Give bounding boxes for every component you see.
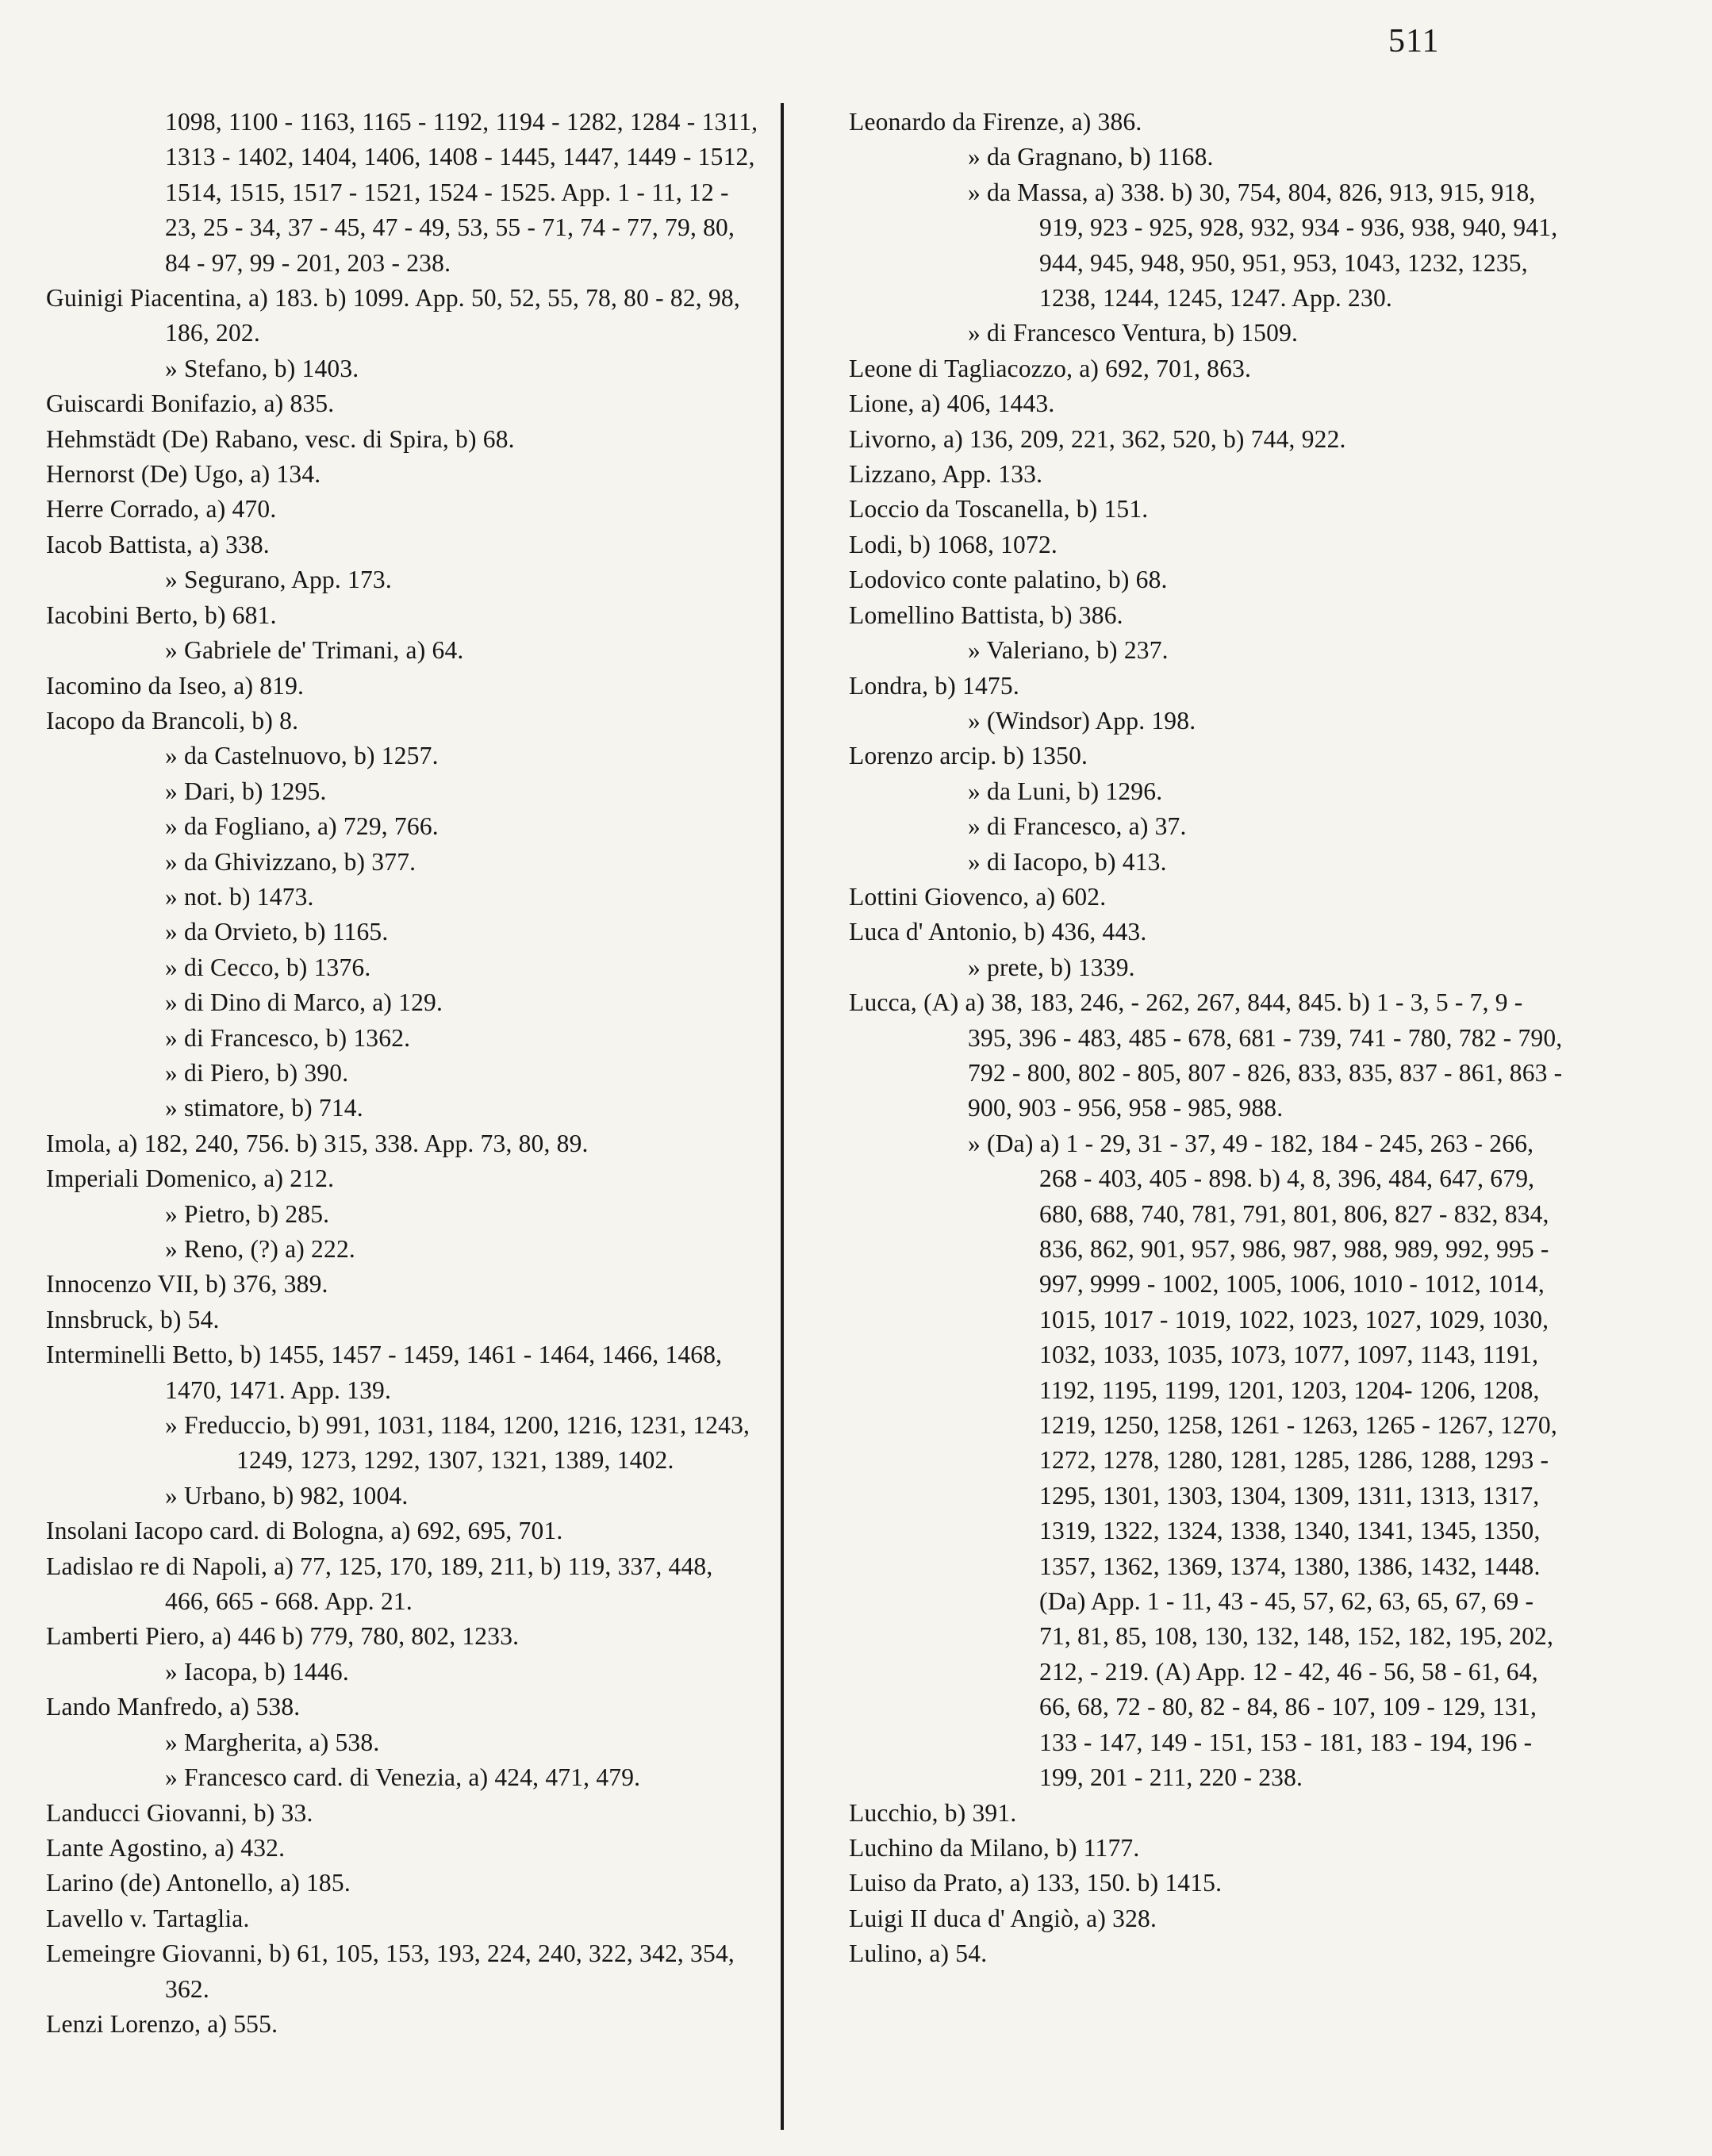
index-entry: Lottini Giovenco, a) 602.	[849, 882, 1107, 911]
index-entry: Innocenzo VII, b) 376, 389.	[46, 1270, 328, 1299]
index-entry: Herre Corrado, a) 470.	[46, 495, 277, 524]
index-entry: Lemeingre Giovanni, b) 61, 105, 153, 193, 224, 240, 322, 342, 354, 362.	[46, 1939, 735, 2003]
index-entry: » stimatore, b) 714.	[165, 1094, 363, 1122]
index-entry: » (Da) a) 1 - 29, 31 - 37, 49 - 182, 184 - 245, 263 - 266, 268 - 403, 405 - 898. b) 4, 8, 396, 484, 647, 679, 680, 688, 740, 781, 791, 801, 806, 827 - 832, 834, 836, 862, 901, 957, 986, 987, 988, 989, 992, 995 - 997, 9999 - 1002, 1005, 1006, 1010 - 1012, 1014, 1015, 1017 - 1019, 1022, 1023, 1027, 1029, 1030, 1032, 1033, 1035, 1073, 1077, 1097, 1143, 1191, 1192, 1195, 1199, 1201, 1203, 1204- 1206, 1208, 1219, 1250, 1258, 1261 - 1263, 1265 - 1267, 1270, 1272, 1278, 1280, 1281, 1285, 1286, 1288, 1293 - 1295, 1301, 1303, 1304, 1309, 1311, 1313, 1317, 1319, 1322, 1324, 1338, 1340, 1341, 1345, 1350, 1357, 1362, 1369, 1374, 1380, 1386, 1432, 1448. (Da) App. 1 - 11, 43 - 45, 57, 62, 63, 65, 67, 69 - 71, 81, 85, 108, 130, 132, 148, 152, 182, 195, 202, 212, - 219. (A) App. 12 - 42, 46 - 56, 58 - 61, 64, 66, 68, 72 - 80, 82 - 84, 86 - 107, 109 - 129, 131, 133 - 147, 149 - 151, 153 - 181, 183 - 194, 196 - 199, 201 - 211, 220 - 238.	[968, 1129, 1557, 1792]
index-entry: Lizzano, App. 133.	[849, 460, 1043, 489]
index-entry: Londra, b) 1475.	[849, 671, 1019, 700]
index-entry: » Gabriele de' Trimani, a) 64.	[165, 636, 464, 665]
index-entry: » di Francesco, a) 37.	[968, 812, 1187, 841]
index-entry: » di Francesco Ventura, b) 1509.	[968, 319, 1299, 347]
index-entry: » di Francesco, b) 1362.	[165, 1023, 411, 1052]
index-entry: Insolani Iacopo card. di Bologna, a) 692, 695, 701.	[46, 1517, 563, 1545]
index-entry: Iacopo da Brancoli, b) 8.	[46, 706, 299, 735]
index-entry: Lomellino Battista, b) 386.	[849, 600, 1123, 629]
index-entry: Lucca, (A) a) 38, 183, 246, - 262, 267, 844, 845. b) 1 - 3, 5 - 7, 9 - 395, 396 - 483, 485 - 678, 681 - 739, 741 - 780, 782 - 790, 792 - 800, 802 - 805, 807 - 826, 833, 835, 837 - 861, 863 - 900, 903 - 956, 958 - 985, 988.	[849, 988, 1563, 1122]
index-entry: » (Windsor) App. 198.	[968, 706, 1196, 735]
index-entry: Hehmstädt (De) Rabano, vesc. di Spira, b) 68.	[46, 424, 515, 453]
index-entry: » Stefano, b) 1403.	[165, 354, 359, 382]
index-entry: Hernorst (De) Ugo, a) 134.	[46, 460, 321, 489]
index-entry: » Reno, (?) a) 222.	[165, 1235, 355, 1263]
index-entry: Lorenzo arcip. b) 1350.	[849, 742, 1088, 770]
index-entry: Lamberti Piero, a) 446 b) 779, 780, 802, 1233.	[46, 1622, 520, 1651]
index-entry: Larino (de) Antonello, a) 185.	[46, 1869, 351, 1897]
index-entry: » da Luni, b) 1296.	[968, 777, 1163, 805]
index-entry: Lavello v. Tartaglia.	[46, 1904, 250, 1932]
index-entry: » Segurano, App. 173.	[165, 566, 392, 594]
index-entry: Ladislao re di Napoli, a) 77, 125, 170, 189, 211, b) 119, 337, 448, 466, 665 - 668. App. 21.	[46, 1552, 713, 1616]
index-entry: Loccio da Toscanella, b) 151.	[849, 495, 1149, 524]
index-column-left	[46, 105, 760, 2042]
index-entry: » not. b) 1473.	[165, 882, 314, 911]
index-entry: » da Castelnuovo, b) 1257.	[165, 742, 439, 770]
index-entry: » Valeriano, b) 237.	[968, 636, 1169, 665]
index-entry: Interminelli Betto, b) 1455, 1457 - 1459, 1461 - 1464, 1466, 1468, 1470, 1471. App. 139.	[46, 1341, 723, 1404]
index-entry: » di Dino di Marco, a) 129.	[165, 988, 443, 1017]
index-entry: 1098, 1100 - 1163, 1165 - 1192, 1194 - 1282, 1284 - 1311, 1313 - 1402, 1404, 1406, 1408 - 1445, 1447, 1449 - 1512, 1514, 1515, 1517 - 1521, 1524 - 1525. App. 1 - 11, 12 - 23, 25 - 34, 37 - 45, 47 - 49, 53, 55 - 71, 74 - 77, 79, 80, 84 - 97, 99 - 201, 203 - 238.	[165, 108, 758, 277]
index-entry: » Iacopa, b) 1446.	[165, 1657, 349, 1686]
index-entry: Luca d' Antonio, b) 436, 443.	[849, 918, 1147, 946]
index-entry: » da Fogliano, a) 729, 766.	[165, 812, 439, 841]
index-entry: » Freduccio, b) 991, 1031, 1184, 1200, 1216, 1231, 1243, 1249, 1273, 1292, 1307, 1321, 1389, 1402.	[165, 1411, 750, 1475]
index-entry: Livorno, a) 136, 209, 221, 362, 520, b) 744, 922.	[849, 424, 1346, 453]
index-entry: » Pietro, b) 285.	[165, 1199, 330, 1228]
index-entry: Lulino, a) 54.	[849, 1939, 988, 1968]
index-entry: » Urbano, b) 982, 1004.	[165, 1481, 409, 1510]
index-entry: » Margherita, a) 538.	[165, 1728, 380, 1756]
index-entry: Leone di Tagliacozzo, a) 692, 701, 863.	[849, 354, 1252, 382]
index-entry: Iacobini Berto, b) 681.	[46, 600, 277, 629]
index-entry: Imperiali Domenico, a) 212.	[46, 1164, 335, 1193]
index-entry: » da Massa, a) 338. b) 30, 754, 804, 826, 913, 915, 918, 919, 923 - 925, 928, 932, 934 - 936, 938, 940, 941, 944, 945, 948, 950, 951, 953, 1043, 1232, 1235, 1238, 1244, 1245, 1247. App. 230.	[968, 178, 1558, 313]
index-entry: » di Cecco, b) 1376.	[165, 953, 371, 981]
index-entry: Lante Agostino, a) 432.	[46, 1833, 286, 1862]
index-entry: » da Ghivizzano, b) 377.	[165, 847, 416, 876]
index-entry: Innsbruck, b) 54.	[46, 1305, 220, 1333]
index-entry: Imola, a) 182, 240, 756. b) 315, 338. App. 73, 80, 89.	[46, 1129, 589, 1157]
index-entry: » di Piero, b) 390.	[165, 1058, 349, 1087]
index-entry: Iacomino da Iseo, a) 819.	[46, 671, 305, 700]
index-entry: Guiscardi Bonifazio, a) 835.	[46, 389, 335, 418]
index-entry: » da Orvieto, b) 1165.	[165, 918, 389, 946]
index-entry: » Francesco card. di Venezia, a) 424, 471, 479.	[165, 1763, 641, 1792]
index-entry: Leonardo da Firenze, a) 386.	[849, 108, 1142, 136]
index-entry: Lenzi Lorenzo, a) 555.	[46, 2009, 278, 2038]
index-entry: Luiso da Prato, a) 133, 150. b) 1415.	[849, 1869, 1223, 1897]
index-entry: Lando Manfredo, a) 538.	[46, 1693, 301, 1721]
index-entry: Lucchio, b) 391.	[849, 1798, 1017, 1827]
index-entry: Lione, a) 406, 1443.	[849, 389, 1055, 418]
page-number: 511	[1388, 23, 1440, 59]
column-divider	[781, 103, 784, 2130]
index-entry: » prete, b) 1339.	[968, 953, 1135, 981]
index-entry: Luchino da Milano, b) 1177.	[849, 1833, 1140, 1862]
index-entry: Lodovico conte palatino, b) 68.	[849, 566, 1168, 594]
index-entry: Lodi, b) 1068, 1072.	[849, 530, 1058, 558]
index-entry: Luigi II duca d' Angiò, a) 328.	[849, 1904, 1157, 1932]
index-entry: » di Iacopo, b) 413.	[968, 847, 1167, 876]
index-entry: » Dari, b) 1295.	[165, 777, 327, 805]
index-column-right	[849, 105, 1563, 1972]
index-entry: Guinigi Piacentina, a) 183. b) 1099. App. 50, 52, 55, 78, 80 - 82, 98, 186, 202.	[46, 284, 740, 347]
index-entry: » da Gragnano, b) 1168.	[968, 143, 1214, 171]
index-entry: Landucci Giovanni, b) 33.	[46, 1798, 313, 1827]
index-entry: Iacob Battista, a) 338.	[46, 530, 270, 558]
